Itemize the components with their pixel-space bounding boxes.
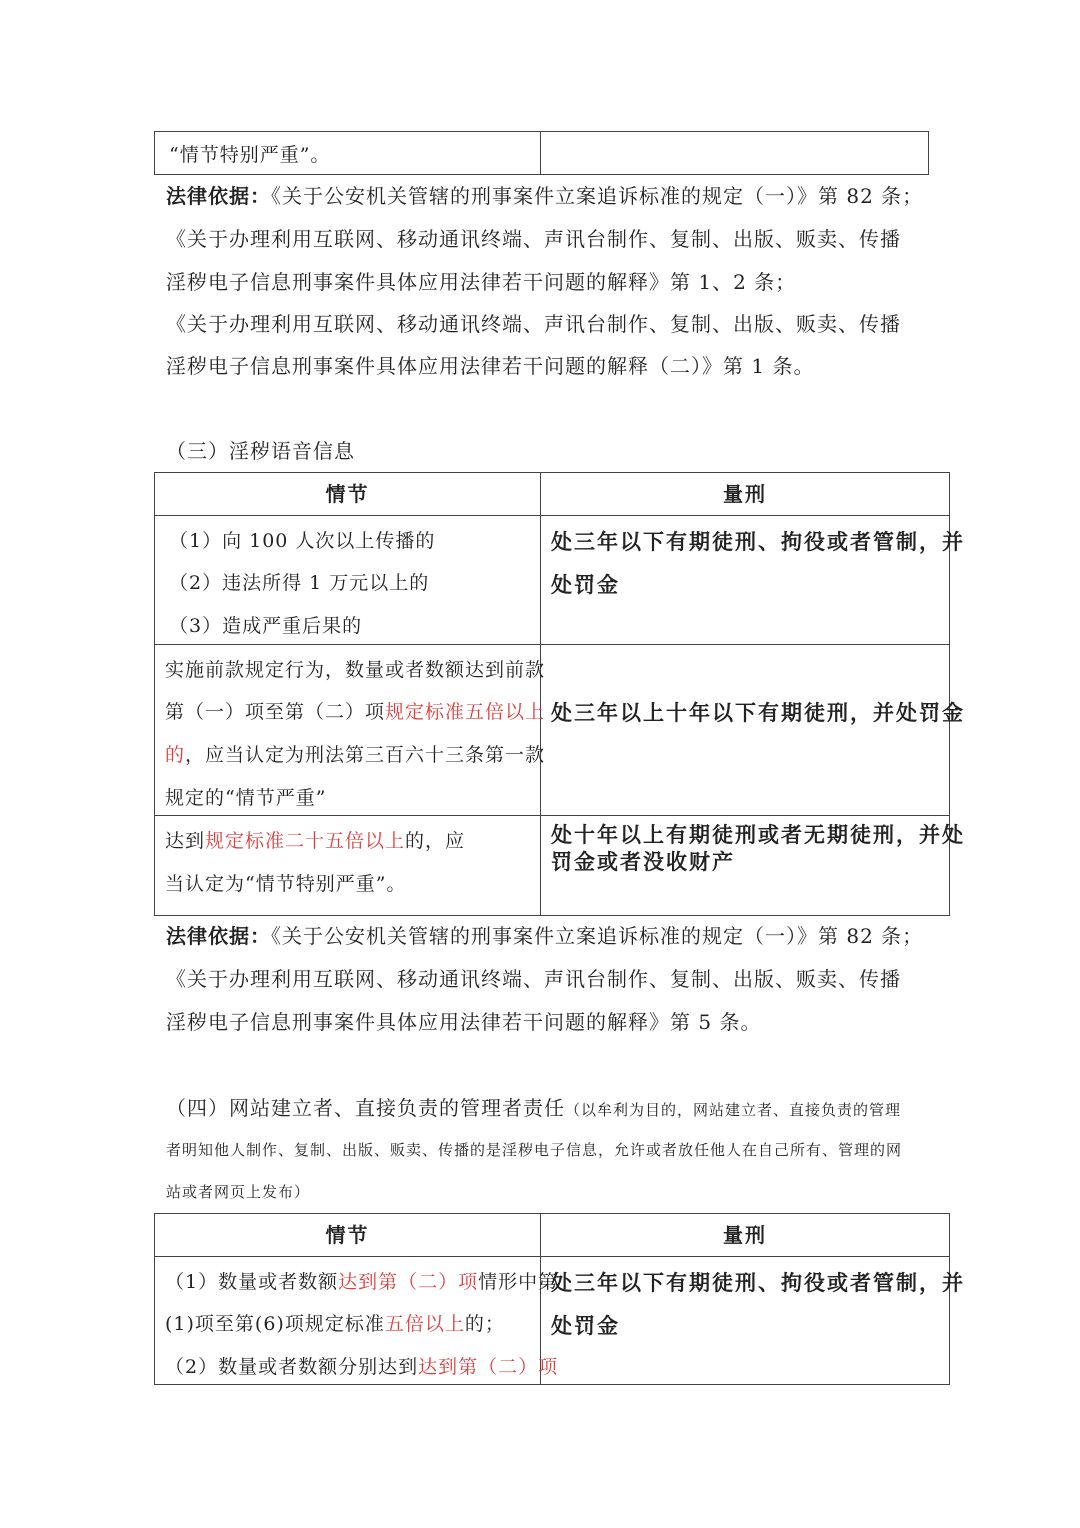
circumstance-cell: [155, 816, 541, 916]
legal-basis-1-line3: 淫秽电子信息刑事案件具体应用法律若干问题的解释》第 1、2 条；: [166, 270, 797, 294]
cell-line: 当认定为“情节特别严重”。: [165, 873, 407, 895]
penalty-text: 处罚金: [551, 572, 620, 597]
table-row: [155, 645, 950, 816]
legal-basis-2-line1: [166, 922, 923, 950]
cell-line: [165, 1309, 505, 1336]
cell-line: [165, 697, 545, 724]
list-item: （1）向 100 人次以上传播的: [169, 530, 436, 552]
cell-text: （2）数量或者数额分别达到: [165, 1356, 419, 1378]
table-row: [155, 516, 950, 645]
circumstance-cell: [155, 1257, 559, 1385]
top-table: [154, 131, 929, 175]
legal-basis-text: 《关于公安机关管辖的刑事案件立案追诉标准的规定（一）》第 82 条；: [271, 184, 924, 208]
cell-text: 达到: [165, 830, 206, 852]
legal-basis-2-line2: 《关于办理利用互联网、移动通讯终端、声讯台制作、复制、出版、贩卖、传播: [166, 967, 901, 991]
penalty-text: 处十年以上有期徒刑或者无期徒刑，并处: [551, 822, 965, 847]
cell-line: [165, 826, 465, 853]
penalty-text: 处三年以下有期徒刑、拘役或者管制，并: [551, 1270, 965, 1295]
legal-basis-label: 法律依据：: [166, 924, 271, 948]
cell-text: 的，应: [405, 830, 466, 852]
highlight-text: 达到第（二）项: [338, 1271, 479, 1293]
cell-line: 规定的“情节严重”: [165, 787, 327, 809]
cell-text: （1）数量或者数额: [165, 1271, 339, 1293]
legal-basis-text: 《关于公安机关管辖的刑事案件立案追诉标准的规定（一）》第 82 条；: [271, 924, 924, 948]
column-header-sentencing: 量刑: [541, 1214, 950, 1257]
cell-line: [165, 740, 545, 767]
section-3-table: [154, 472, 965, 916]
list-item: （2）违法所得 1 万元以上的: [169, 572, 430, 594]
column-header-circumstance: 情节: [155, 473, 541, 516]
circumstance-cell: [155, 516, 541, 645]
highlight-text: 达到第（二）项: [418, 1356, 559, 1378]
circumstance-cell: [155, 645, 546, 816]
cell-text: 的；: [464, 1313, 505, 1335]
section-3-title: （三）淫秽语音信息: [166, 439, 355, 463]
sentencing-cell: [541, 816, 965, 916]
penalty-text: 处罚金: [551, 1313, 620, 1338]
cell-text: 第（一）项至第（二）项: [165, 701, 386, 723]
cell-line: [165, 1352, 558, 1379]
section-4-note: （以牟利为目的，网站建立者、直接负责的管理: [565, 1101, 902, 1119]
legal-basis-1-line5: 淫秽电子信息刑事案件具体应用法律若干问题的解释（二）》第 1 条。: [166, 354, 815, 378]
cell-line: 实施前款规定行为，数量或者数额达到前款: [165, 659, 546, 681]
column-header-sentencing: 量刑: [541, 473, 950, 516]
legal-basis-1-line1: [166, 182, 923, 210]
highlight-text: 规定标准二十五倍以上: [205, 830, 406, 852]
cell-line: [165, 1267, 558, 1294]
section-4-table: [154, 1213, 965, 1385]
penalty-text: 处三年以上十年以下有期徒刑，并处罚金: [551, 700, 965, 725]
section-4-note-line3: 站或者网页上发布）: [166, 1183, 311, 1201]
list-item: （3）造成严重后果的: [169, 615, 363, 637]
legal-basis-1-line4: 《关于办理利用互联网、移动通讯终端、声讯台制作、复制、出版、贩卖、传播: [166, 312, 901, 336]
top-table-right-cell: [541, 132, 929, 175]
cell-text: (1)项至第(6)项规定标准: [165, 1313, 385, 1335]
column-header-circumstance: 情节: [155, 1214, 541, 1257]
highlight-text: 规定标准五倍以上: [385, 701, 546, 723]
cell-text: ，应当认定为刑法第三百六十三条第一款: [185, 744, 546, 766]
highlight-text: 五倍以上: [384, 1313, 465, 1335]
legal-basis-1-line2: 《关于办理利用互联网、移动通讯终端、声讯台制作、复制、出版、贩卖、传播: [166, 227, 901, 251]
highlight-text: 的: [165, 744, 186, 766]
table-row: [155, 1257, 950, 1385]
section-4-title: （四）网站建立者、直接负责的管理者责任: [166, 1096, 565, 1120]
legal-basis-2-line3: 淫秽电子信息刑事案件具体应用法律若干问题的解释》第 5 条。: [166, 1010, 762, 1034]
penalty-text: 处三年以下有期徒刑、拘役或者管制，并: [551, 529, 965, 554]
top-table-text: “情节特别严重”。: [169, 144, 331, 166]
penalty-text: 罚金或者没收财产: [551, 849, 735, 874]
sentencing-cell: [541, 645, 965, 816]
section-4-note-line2: 者明知他人制作、复制、出版、贩卖、传播的是淫秽电子信息，允许或者放任他人在自己所有、管理的网: [166, 1141, 903, 1159]
sentencing-cell: [541, 516, 965, 645]
legal-basis-label: 法律依据：: [166, 184, 271, 208]
section-4-title-line: [166, 1094, 901, 1124]
top-table-left-cell: [155, 132, 541, 175]
sentencing-cell: [541, 1257, 965, 1385]
cell-text: 情形中第: [478, 1271, 559, 1293]
table-row: [155, 816, 950, 916]
